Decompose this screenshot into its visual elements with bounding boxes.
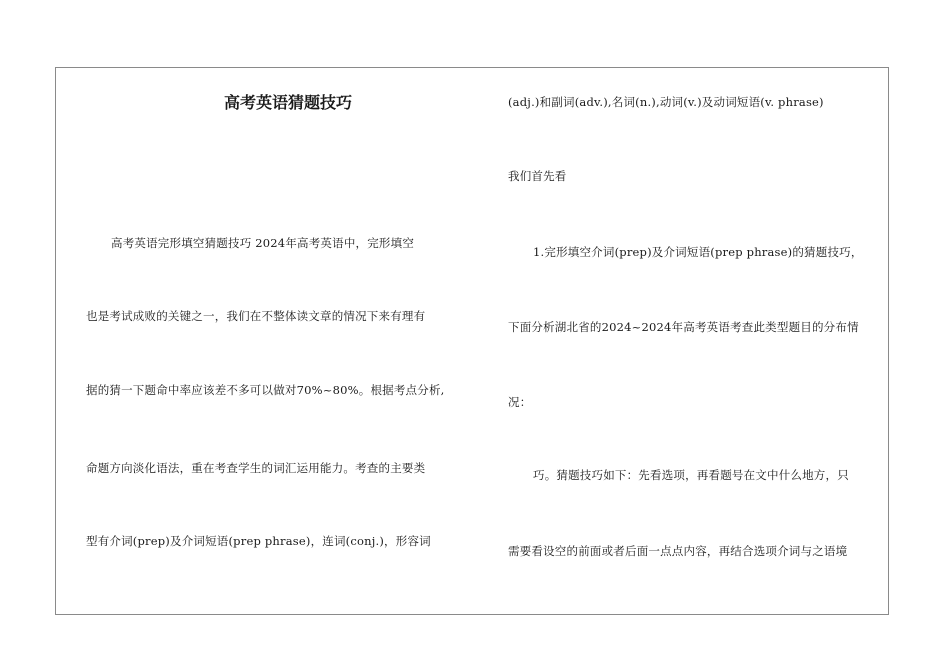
paragraph-line: 下面分析湖北省的2024~2024年高考英语考查此类型题目的分布情 [508,320,859,334]
paragraph-line: 我们首先看 [508,169,567,183]
paragraph-line: 巧。猜题技巧如下：先看选项，再看题号在文中什么地方，只 [533,468,849,482]
paragraph-line: 也是考试成败的关键之一，我们在不整体读文章的情况下来有理有 [86,309,426,323]
paragraph-line: 据的猜一下题命中率应该差不多可以做对70%~80%。根据考点分析, [86,383,445,397]
paragraph-line: 况： [508,395,532,409]
paragraph-line: (adj.)和副词(adv.),名词(n.),动词(v.)及动词短语(v. phrase) [508,95,824,109]
paragraph-line: 高考英语完形填空猜题技巧 2024年高考英语中，完形填空 [111,236,415,250]
paragraph-line: 1.完形填空介词(prep)及介词短语(prep phrase)的猜题技巧， [533,245,863,259]
paragraph-line: 需要看设空的前面或者后面一点点内容，再结合选项介词与之语境 [508,544,848,558]
document-page [55,67,889,615]
document-title: 高考英语猜题技巧 [224,93,353,112]
paragraph-line: 型有介词(prep)及介词短语(prep phrase)，连词(conj.)，形容词 [86,534,431,548]
paragraph-line: 命题方向淡化语法，重在考查学生的词汇运用能力。考查的主要类 [86,461,426,475]
